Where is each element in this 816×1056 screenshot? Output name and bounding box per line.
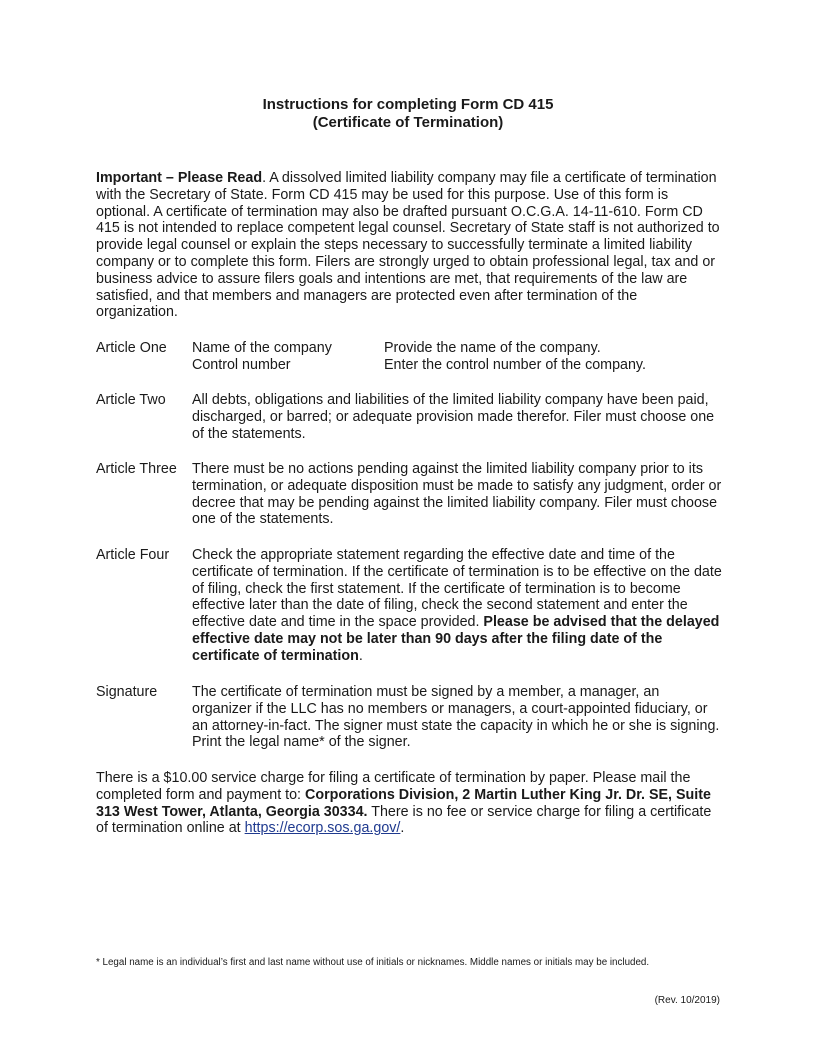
intro-lead: Important – Please Read — [96, 170, 263, 186]
article-two-label: Article Two — [96, 392, 166, 408]
article-one-field-2: Control number — [192, 356, 291, 373]
signature-label: Signature — [96, 684, 158, 700]
intro-paragraph — [96, 170, 722, 321]
fee-paragraph — [96, 770, 722, 837]
intro-text: . A dissolved limited liability company may file a certificate of termination with the Secretary of State. Form CD 415 may be used for this purpose. Use of this form is optional. A certificate of termination may also be drafted pursuant O.C.G.A. 14-11-610. Form CD 415 is not intended to replace competent legal counsel. Secretary of State staff is not authorized to provide legal counsel or explain the steps necessary to successfully terminate a limited liability company or to complete this form. Filers are strongly urged to obtain professional legal, tax and or business advice to assure filers goals and intentions are met, that requirements of the law are satisfied, and that members and managers are protected even after termination of the organization. — [96, 170, 720, 321]
article-three-label: Article Three — [96, 461, 177, 477]
fee-end: . — [400, 820, 405, 837]
revision-date: (Rev. 10/2019) — [654, 995, 720, 1006]
article-four-body — [192, 547, 722, 665]
article-one-desc-1: Provide the name of the company. — [384, 340, 601, 356]
mailing-address: Corporations Division, 2 Martin Luther King Jr. Dr. SE, Suite 313 West Tower, Atlanta, Georgia 30334. — [96, 786, 711, 820]
article-four-text: Check the appropriate statement regarding the effective date and time of the certificate of termination. If the certificate of termination is to be effective on the date of filing, check the first statement. If the certificate of termination is to become effective later than the date of filing, check the second statement and enter the effective date and time in the space provided. — [192, 547, 722, 631]
fee-text-1: There is a $10.00 service charge for filing a certificate of termination by paper. Please mail the completed form and payment to: — [96, 770, 691, 803]
article-one-field-1: Name of the company — [192, 340, 332, 356]
title-line-1: Instructions for completing Form CD 415 — [262, 96, 554, 113]
article-one — [96, 340, 722, 374]
signature-text: The certificate of termination must be signed by a member, a manager, an organizer if the LLC has no members or managers, a court-appointed fiduciary, or an attorney-in-fact. The signer must state the capacity in which he or she is signing. Print the legal name* of the signer. — [192, 684, 720, 751]
legal-name-footnote: * Legal name is an individual’s first and last name without use of initials or nicknames. Middle names or initials may be included. — [96, 957, 650, 968]
article-three-text: There must be no actions pending against the limited liability company prior to its termination, or adequate disposition must be made to satisfy any judgment, order or decree that may be pending against the limited liability company. Filer must choose one of the statements. — [192, 461, 722, 528]
article-four-label: Article Four — [96, 547, 170, 563]
fee-text-2: There is no fee or service charge for filing a certificate of termination online at — [96, 803, 712, 837]
article-one-descriptions — [384, 340, 684, 374]
article-two-text: All debts, obligations and liabilities of the limited liability company have been paid, discharged, or barred; or adequate provision made therefor. Filer must choose one of the statements. — [192, 392, 715, 442]
article-one-label: Article One — [96, 340, 167, 356]
article-four-warning: Please be advised that the delayed effective date may not be later than 90 days after the filing date of the certificate of termination — [192, 614, 720, 664]
article-one-fields — [192, 340, 382, 374]
title-line-2: (Certificate of Termination) — [312, 114, 504, 131]
article-one-desc-2: Enter the control number of the company. — [384, 356, 646, 373]
ecorp-link[interactable]: https://ecorp.sos.ga.gov/ — [244, 820, 401, 837]
article-four-end: . — [358, 647, 363, 664]
page-title — [0, 96, 816, 132]
